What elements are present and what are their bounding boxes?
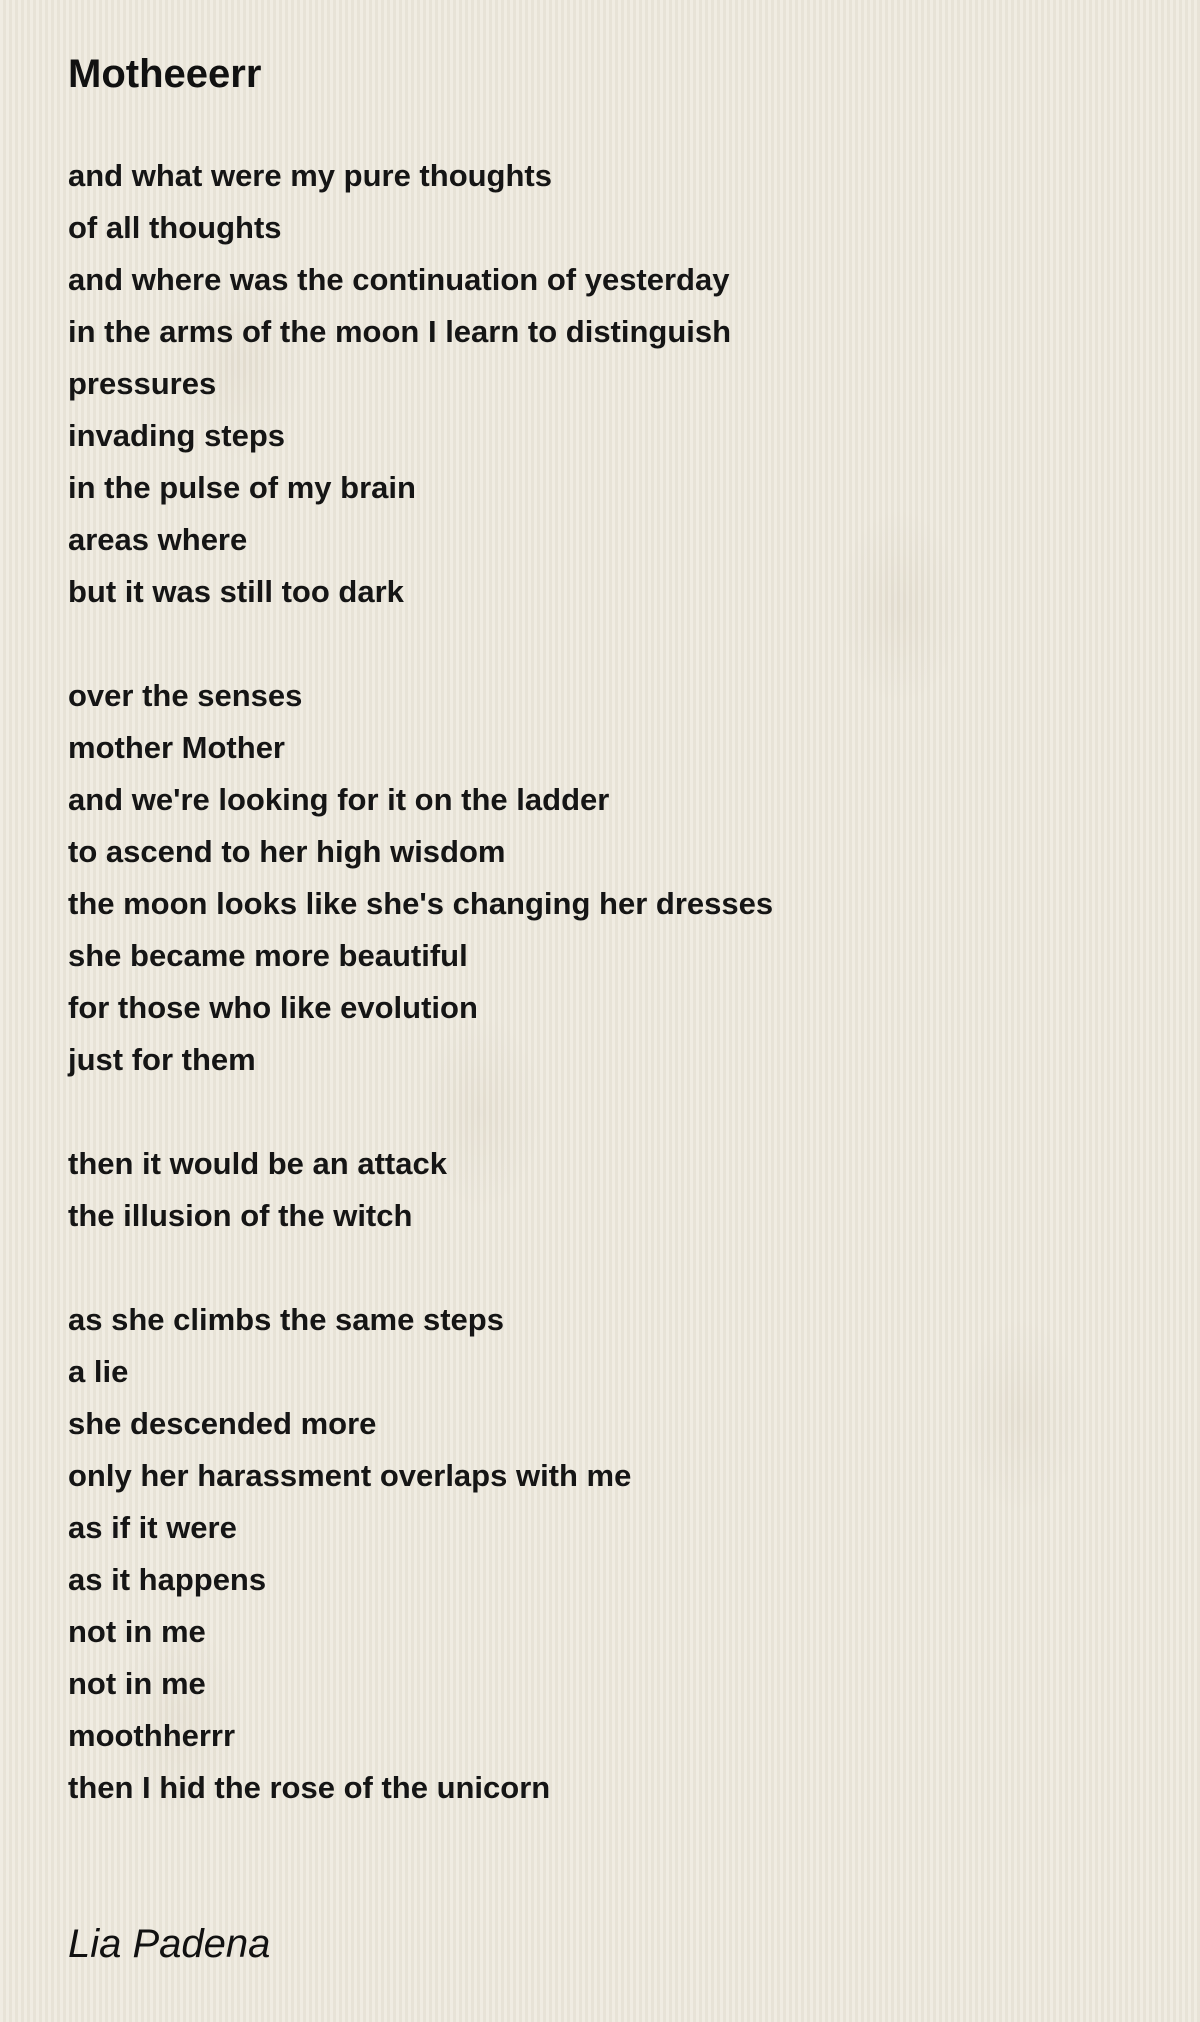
stanza-break bbox=[68, 1086, 773, 1138]
poem-title: Motheeerr bbox=[68, 52, 262, 96]
poem-line: moothherrr bbox=[68, 1718, 236, 1753]
poem-line: in the arms of the moon I learn to distinguish bbox=[68, 314, 732, 349]
poem-line: of all thoughts bbox=[68, 210, 282, 245]
poem-line: and where was the continuation of yesterday bbox=[68, 262, 730, 297]
poem-line: in the pulse of my brain bbox=[68, 470, 416, 505]
poem-line: just for them bbox=[68, 1042, 256, 1077]
poem-line: as it happens bbox=[68, 1562, 267, 1597]
poem-line: not in me bbox=[68, 1666, 206, 1701]
poem-line: and what were my pure thoughts bbox=[68, 158, 552, 193]
poem-line: only her harassment overlaps with me bbox=[68, 1458, 632, 1493]
poem-body bbox=[68, 150, 773, 1814]
poem-line: for those who like evolution bbox=[68, 990, 478, 1025]
poem-line: but it was still too dark bbox=[68, 574, 404, 609]
poem-line: then I hid the rose of the unicorn bbox=[68, 1770, 551, 1805]
poem-line: pressures bbox=[68, 366, 217, 401]
poem-line: as if it were bbox=[68, 1510, 237, 1545]
poem-line: and we're looking for it on the ladder bbox=[68, 782, 610, 817]
stanza-break bbox=[68, 1242, 773, 1294]
poem-line: invading steps bbox=[68, 418, 286, 453]
poem-line: as she climbs the same steps bbox=[68, 1302, 504, 1337]
poem-line: over the senses bbox=[68, 678, 303, 713]
poem-line: areas where bbox=[68, 522, 248, 557]
poem-line: then it would be an attack bbox=[68, 1146, 447, 1181]
poem-line: she descended more bbox=[68, 1406, 377, 1441]
stanza-break bbox=[68, 618, 773, 670]
poem-line: a lie bbox=[68, 1354, 129, 1389]
poem-author: Lia Padena bbox=[68, 1922, 271, 1966]
poem-line: to ascend to her high wisdom bbox=[68, 834, 506, 869]
poem-line: not in me bbox=[68, 1614, 206, 1649]
poem-line: mother Mother bbox=[68, 730, 285, 765]
poem-line: she became more beautiful bbox=[68, 938, 468, 973]
poem-line: the moon looks like she's changing her dresses bbox=[68, 886, 774, 921]
poem-line: the illusion of the witch bbox=[68, 1198, 413, 1233]
